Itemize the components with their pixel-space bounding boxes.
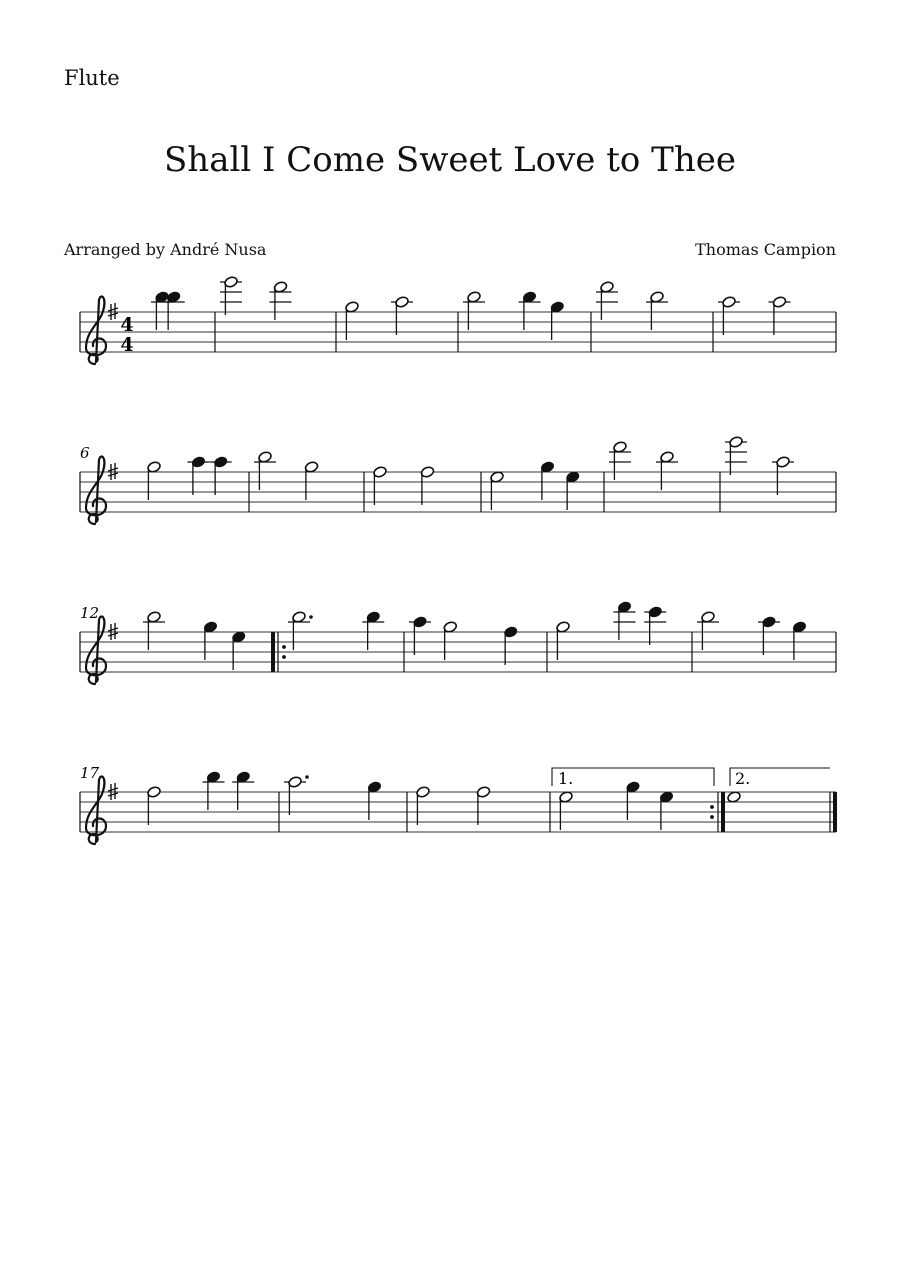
treble-clef	[86, 616, 106, 684]
composer-credit: Thomas Campion	[695, 240, 836, 259]
repeat-barline-thick	[721, 792, 725, 832]
treble-clef	[86, 776, 106, 844]
augmentation-dot	[309, 615, 313, 619]
arranger-credit: Arranged by André Nusa	[64, 240, 267, 259]
time-signature-bottom: 4	[120, 334, 134, 356]
measure-number: 12	[80, 604, 100, 622]
repeat-dot	[282, 655, 286, 659]
treble-clef	[86, 296, 106, 364]
repeat-dot	[282, 645, 286, 649]
time-signature-top: 4	[120, 314, 134, 336]
measure-number: 6	[80, 444, 90, 462]
repeat-dot	[710, 805, 714, 809]
measure-number: 17	[80, 764, 100, 782]
volta-number: 1.	[558, 769, 574, 788]
repeat-dot	[710, 815, 714, 819]
repeat-barline-thick	[271, 632, 275, 672]
instrument-name: Flute	[64, 66, 120, 90]
treble-clef	[86, 456, 106, 524]
piece-title: Shall I Come Sweet Love to Thee	[164, 140, 736, 180]
augmentation-dot	[305, 775, 309, 779]
volta-number: 2.	[735, 769, 751, 788]
whole-note	[727, 791, 742, 804]
final-barline-thick	[833, 792, 837, 832]
